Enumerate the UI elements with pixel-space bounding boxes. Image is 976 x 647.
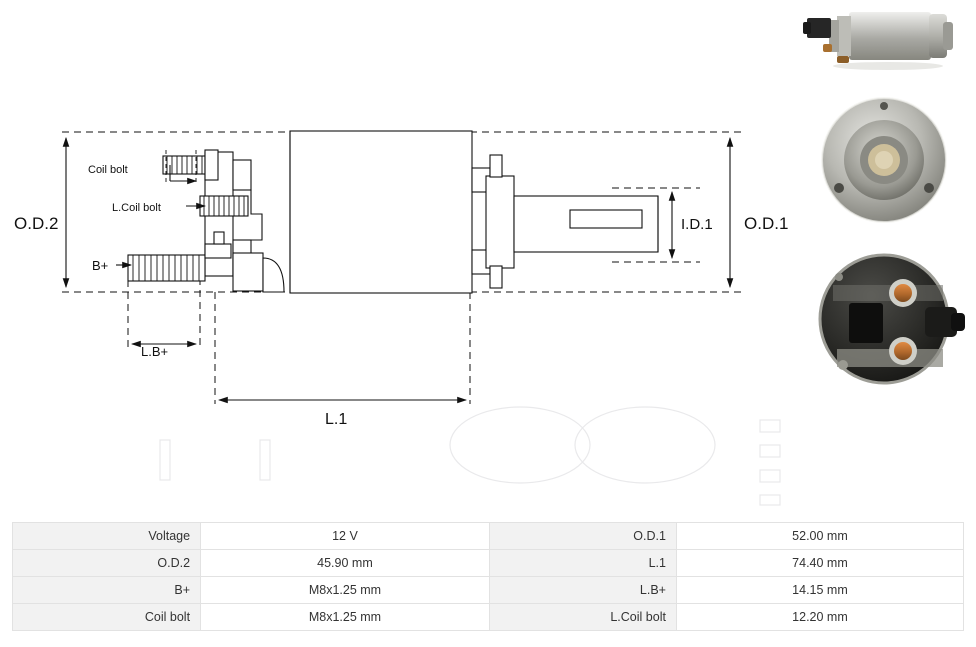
- label-l1: L.1: [325, 411, 348, 428]
- spec-value: 12 V: [201, 523, 490, 550]
- spec-value: 74.40 mm: [676, 550, 963, 577]
- product-photos: [793, 0, 976, 400]
- table-row: [13, 550, 964, 577]
- specification-table: [12, 522, 964, 631]
- solenoid-front-view: [793, 88, 976, 241]
- label-l-coil-bolt: L.Coil bolt: [112, 202, 161, 214]
- spec-label: L.1: [489, 550, 676, 577]
- spec-label: Voltage: [13, 523, 201, 550]
- solenoid-rear-terminals-view: [793, 241, 976, 400]
- spec-label: B+: [13, 577, 201, 604]
- label-id1: I.D.1: [681, 216, 713, 233]
- table-row: [13, 577, 964, 604]
- spec-label: L.B+: [489, 577, 676, 604]
- spec-label: L.Coil bolt: [489, 604, 676, 631]
- spec-label: Coil bolt: [13, 604, 201, 631]
- spec-value: 45.90 mm: [201, 550, 490, 577]
- label-od1: O.D.1: [744, 214, 789, 233]
- solenoid-side-view: [793, 0, 976, 88]
- spec-value: 12.20 mm: [676, 604, 963, 631]
- label-coil-bolt: Coil bolt: [88, 164, 128, 176]
- label-bplus: B+: [92, 258, 109, 273]
- spec-value: 14.15 mm: [676, 577, 963, 604]
- spec-label: O.D.1: [489, 523, 676, 550]
- label-od2: O.D.2: [14, 214, 59, 233]
- table-row: [13, 604, 964, 631]
- spec-value: M8x1.25 mm: [201, 604, 490, 631]
- spec-label: O.D.2: [13, 550, 201, 577]
- spec-value: 52.00 mm: [676, 523, 963, 550]
- label-lbplus: L.B+: [141, 344, 169, 359]
- spec-value: M8x1.25 mm: [201, 577, 490, 604]
- table-row: [13, 523, 964, 550]
